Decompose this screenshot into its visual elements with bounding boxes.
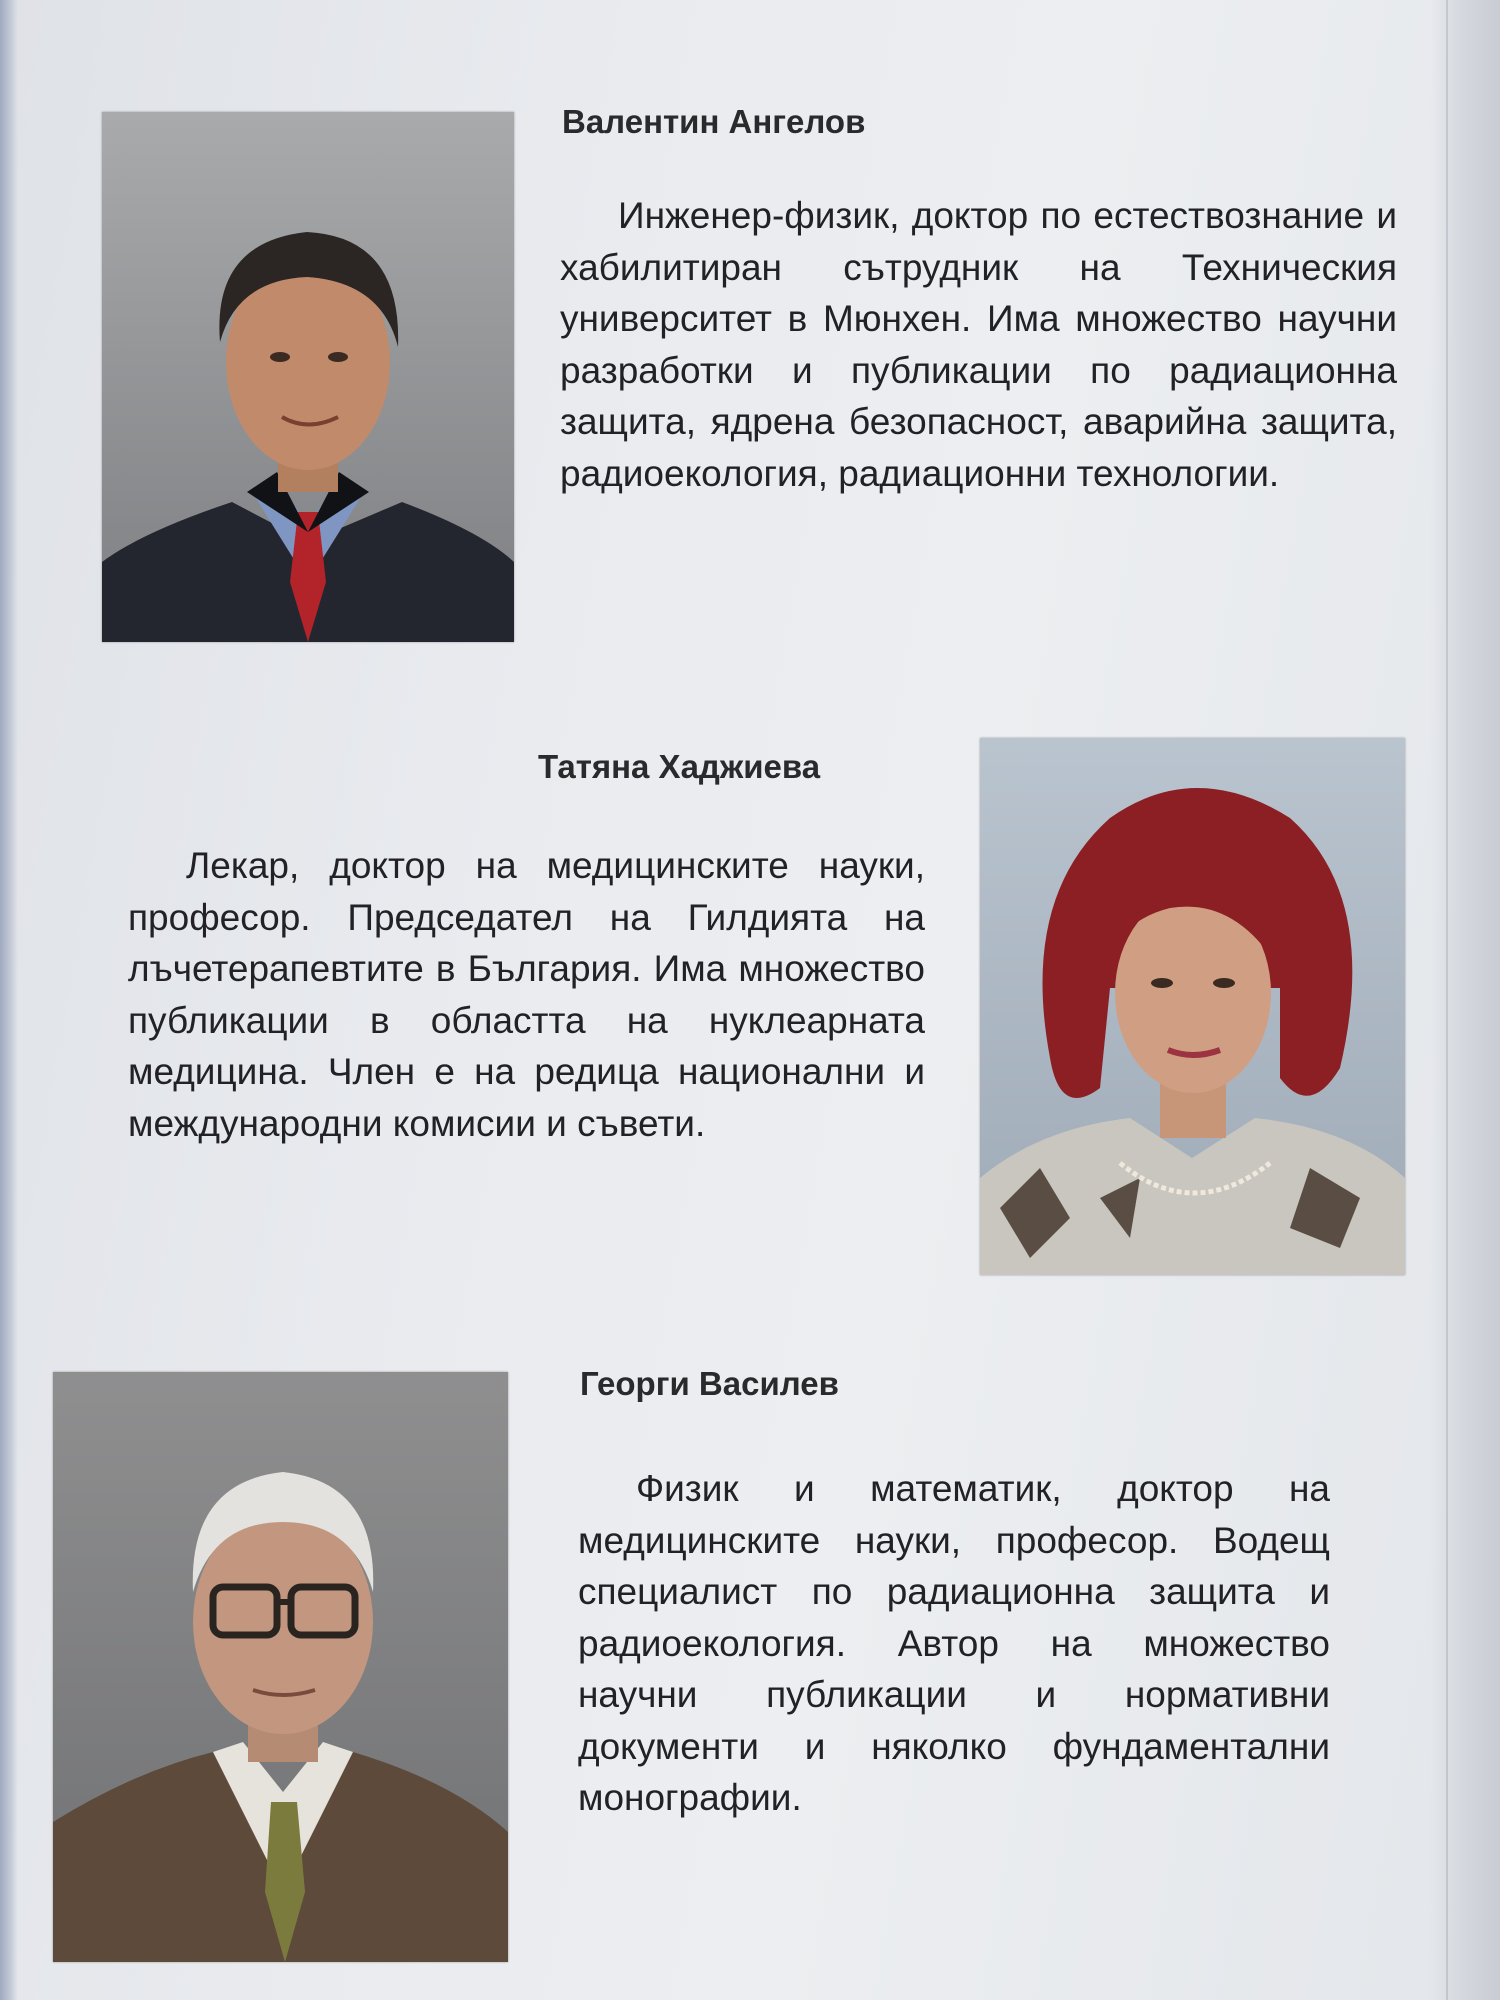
portrait-valentin-angelov: [102, 112, 514, 642]
portrait-georgi-vasilev: [53, 1372, 508, 1962]
author-name: Георги Василев: [580, 1365, 839, 1402]
page-right-edge: [1430, 0, 1500, 2000]
author-bio: Физик и математик, доктор на медицинските науки, професор. Водещ специалист по радиационна защита и радиоекология. Автор на множество научни публикации и нормативни документи и няколко фундаментални монографии.: [578, 1468, 1330, 1818]
author-name: Татяна Хаджиева: [538, 748, 821, 785]
author-bio: Лекар, доктор на медицинските науки, професор. Председател на Гилдията на лъчетерапевтите в България. Има множество публикации в областта на нуклеарната медицина. Член е на редица национални и международни комисии и съвети.: [128, 845, 925, 1144]
author-bio: Инженер-физик, доктор по естествознание и хабилитиран сътрудник на Техническия университет в Мюнхен. Има множество научни разработки и публикации по радиационна защита, ядрена безопасност, аварийна защита, радиоекология, радиационни технологии.: [560, 195, 1397, 494]
page-fold-line: [1446, 0, 1448, 2000]
page-left-edge: [0, 0, 18, 2000]
author-name: Валентин Ангелов: [562, 103, 866, 140]
portrait-tatyana-hadzhieva: [980, 738, 1405, 1275]
